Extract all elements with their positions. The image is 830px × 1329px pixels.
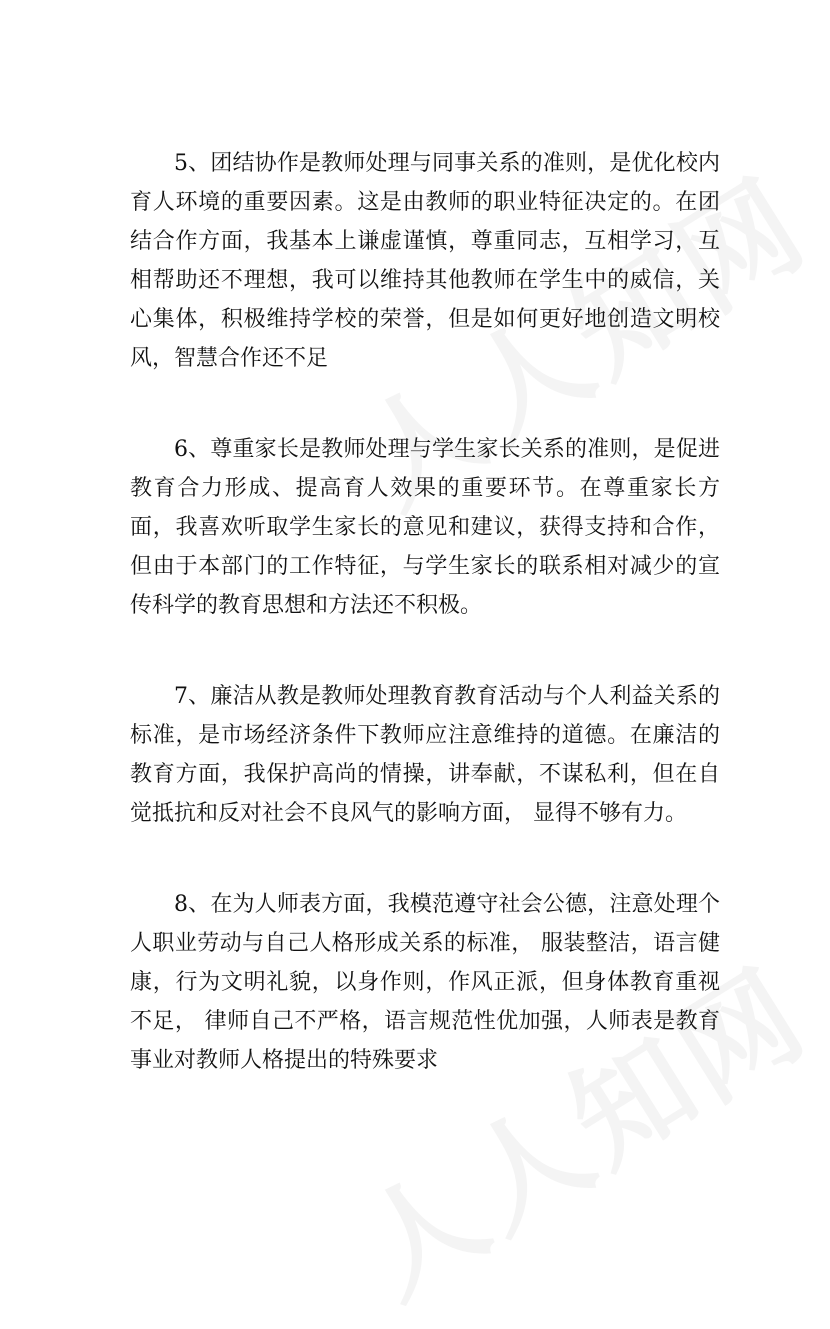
document-body [130, 144, 720, 1080]
paragraph-6: 6、尊重家长是教师处理与学生家长关系的准则，是促进教育合力形成、提高育人效果的重要环节。在尊重家长方面，我喜欢听取学生家长的意见和建议，获得支持和合作，但由于本部门的工作特征，与学生家长的联系相对减少的宣传科学的教育思想和方法还不积极。 [130, 437, 720, 618]
paragraph-8: 8、在为人师表方面，我模范遵守社会公德，注意处理个人职业劳动与自己人格形成关系的标准， 服装整洁，语言健康，行为文明礼貌，以身作则，作风正派，但身体教育重视不足， 律师自己不严格，语言规范性优加强，人师表是教育事业对教师人格提出的特殊要求 [130, 892, 720, 1073]
paragraph-5: 5、团结协作是教师处理与同事关系的准则，是优化校内育人环境的重要因素。这是由教师的职业特征决定的。在团结合作方面，我基本上谦虚谨慎，尊重同志，互相学习，互相帮助还不理想，我可以维持其他教师在学生中的威信，关心集体，积极维持学校的荣誉，但是如何更好地创造文明校风，智慧合作还不足 [130, 151, 720, 371]
paragraph-7: 7、廉洁从教是教师处理教育教育活动与个人利益关系的标准，是市场经济条件下教师应注意维持的道德。在廉洁的教育方面，我保护高尚的情操，讲奉献，不谋私利，但在自觉抵抗和反对社会不良风气的影响方面， 显得不够有力。 [130, 684, 720, 826]
